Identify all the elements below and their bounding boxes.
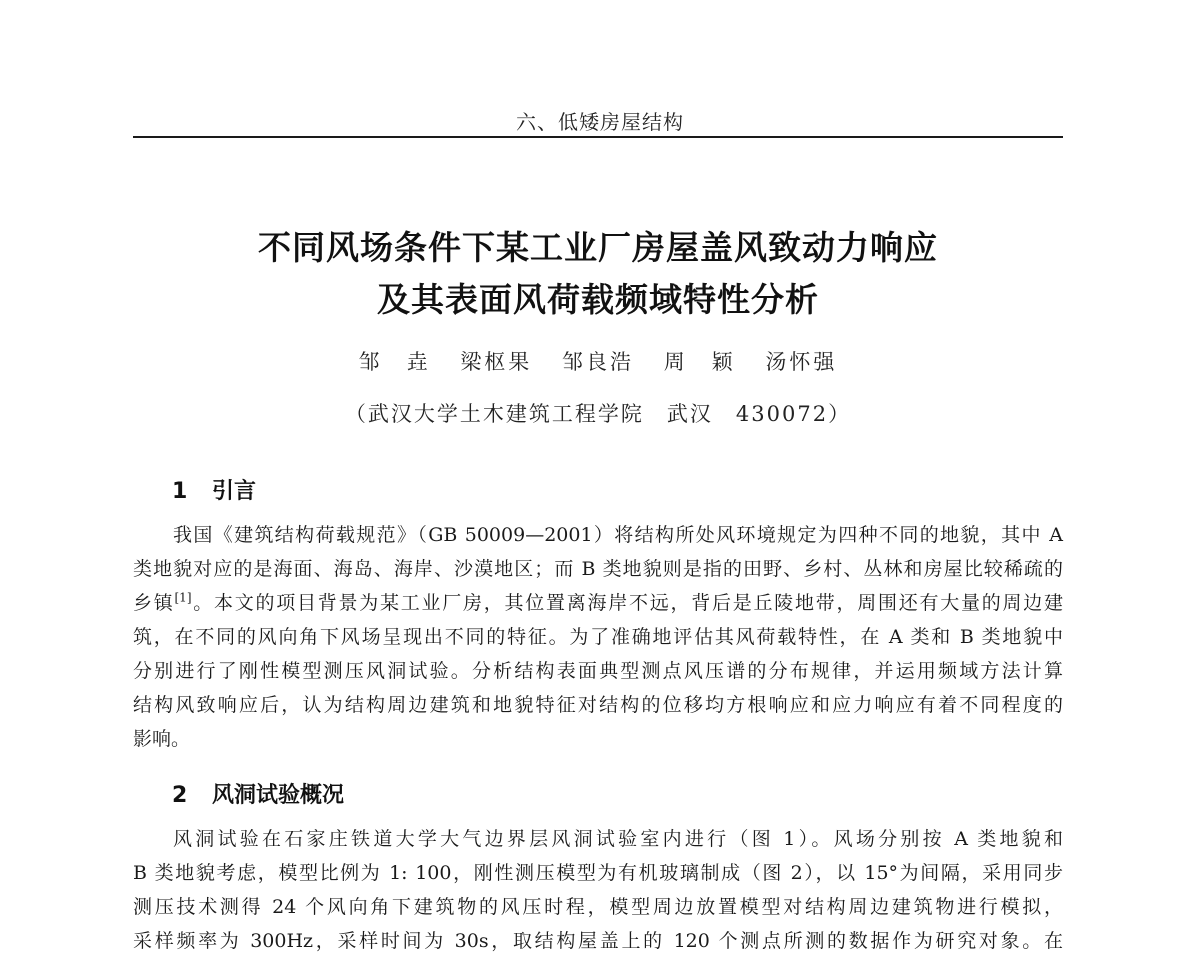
body-line: 采样频率为 300Hz，采样时间为 30s，取结构屋盖上的 120 个测点所测的数据作为研究对象。在 [133, 930, 1063, 952]
section-2-body [133, 822, 1063, 958]
body-line: 结构风致响应后，认为结构周边建筑和地貌特征对结构的位移均方根响应和应力响应有着不同程度的 [133, 694, 1063, 716]
author-list [133, 346, 1063, 376]
citation-ref: [1] [174, 590, 192, 605]
body-line: 类地貌对应的是海面、海岛、海岸、沙漠地区；而 B 类地貌则是指的田野、乡村、丛林和房屋比较稀疏的 [133, 558, 1063, 580]
body-line: 影响。 [133, 728, 191, 750]
body-line-start: 乡镇 [133, 592, 175, 614]
body-line [133, 586, 1063, 620]
affiliation: （武汉大学土木建筑工程学院 武汉 430072） [344, 402, 852, 426]
title-line-2: 及其表面风荷载频域特性分析 [377, 280, 819, 319]
author: 邹良浩 [562, 350, 634, 374]
body-line: 分别进行了刚性模型测压风洞试验。分析结构表面典型测点风压谱的分布规律，并运用频域方法计算 [133, 660, 1063, 682]
section-title: 风洞试验概况 [212, 783, 345, 808]
paper-title [133, 222, 1063, 326]
running-header: 六、低矮房屋结构 [516, 110, 684, 134]
section-number: 2 [172, 783, 188, 808]
section-title: 引言 [212, 479, 257, 504]
author: 梁枢果 [460, 350, 533, 374]
body-line: 筑，在不同的风向角下风场呈现出不同的特征。为了准确地评估其风荷载特性，在 A 类和 B 类地貌中 [133, 626, 1063, 648]
body-line: B 类地貌考虑，模型比例为 1: 100，刚性测压模型为有机玻璃制成（图 2），以 15°为间隔，采用同步 [133, 862, 1063, 884]
body-line: 测压技术测得 24 个风向角下建筑物的风压时程，模型周边放置模型对结构周边建筑物进行模拟， [133, 896, 1063, 918]
body-line: 我国《建筑结构荷载规范》（GB 50009—2001）将结构所处风环境规定为四种不同的地貌，其中 A [173, 524, 1063, 546]
body-line-rest: 。本文的项目背景为某工业厂房，其位置离海岸不远，背后是丘陵地带，周围还有大量的周边建 [191, 592, 1063, 614]
author: 周 颖 [663, 350, 736, 374]
section-heading-2 [172, 778, 344, 809]
header-rule [133, 136, 1063, 138]
section-heading-1 [172, 474, 256, 505]
section-1-body [133, 518, 1063, 756]
section-number: 1 [172, 479, 188, 504]
author: 汤怀强 [765, 350, 838, 374]
title-line-1: 不同风场条件下某工业厂房屋盖风致动力响应 [258, 228, 938, 267]
author: 邹 垚 [358, 350, 431, 374]
body-line: 风洞试验在石家庄铁道大学大气边界层风洞试验室内进行（图 1）。风场分别按 A 类地貌和 [173, 828, 1063, 850]
